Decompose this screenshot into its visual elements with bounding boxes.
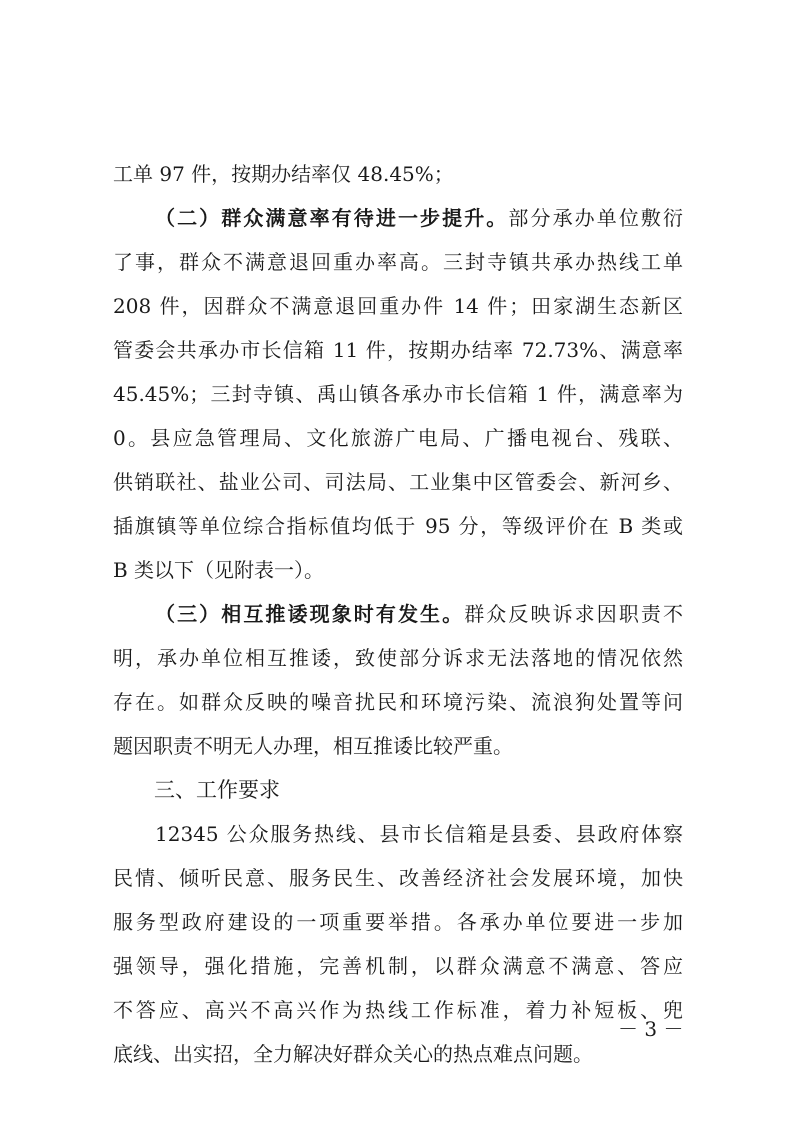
body-line: 工单 97 件，按期办结率仅 48.45%； (113, 162, 454, 186)
body-line: 题因职责不明无人办理，相互推诿比较严重。 (113, 734, 513, 758)
page-number: － 3 － (618, 1017, 684, 1041)
body-text: 部分承办单位敷衍 (508, 206, 684, 230)
body-line: 不答应、高兴不高兴作为热线工作标准，着力补短板、兜 (113, 998, 683, 1022)
body-line: 强领导，强化措施，完善机制，以群众满意不满意、答应 (113, 954, 683, 978)
body-line: 供销联社、盐业公司、司法局、工业集中区管委会、新河乡、 (113, 470, 683, 494)
body-text: 群众反映诉求因职责不 (464, 602, 684, 626)
body-line: 存在。如群众反映的噪音扰民和环境污染、流浪狗处置等问 (113, 690, 683, 714)
section-paragraph-3-first-line (155, 602, 683, 626)
body-line: B 类以下（见附表一）。 (113, 558, 325, 582)
body-line: 45.45%；三封寺镇、禹山镇各承办市长信箱 1 件，满意率为 (113, 382, 683, 406)
body-line: 0。县应急管理局、文化旅游广电局、广播电视台、残联、 (113, 426, 683, 450)
body-line: 208 件，因群众不满意退回重办件 14 件；田家湖生态新区 (113, 294, 683, 318)
body-line: 底线、出实招，全力解决好群众关心的热点难点问题。 (113, 1042, 593, 1066)
section-heading-3: 三、工作要求 (154, 778, 280, 802)
subsection-heading-2: （二）群众满意率有待进一步提升。 (155, 206, 509, 230)
body-line: 了事，群众不满意退回重办率高。三封寺镇共承办热线工单 (113, 250, 683, 274)
section-paragraph-2-first-line (155, 206, 683, 230)
body-line: 插旗镇等单位综合指标值均低于 95 分，等级评价在 B 类或 (113, 514, 683, 538)
subsection-heading-3: （三）相互推诿现象时有发生。 (155, 602, 465, 626)
body-line: 明，承办单位相互推诿，致使部分诉求无法落地的情况依然 (113, 646, 683, 670)
body-line: 服务型政府建设的一项重要举措。各承办单位要进一步加 (113, 910, 683, 934)
body-line: 12345 公众服务热线、县市长信箱是县委、县政府体察 (155, 822, 683, 846)
body-line: 民情、倾听民意、服务民生、改善经济社会发展环境，加快 (113, 866, 683, 890)
body-line: 管委会共承办市长信箱 11 件，按期办结率 72.73%、满意率 (113, 338, 683, 362)
